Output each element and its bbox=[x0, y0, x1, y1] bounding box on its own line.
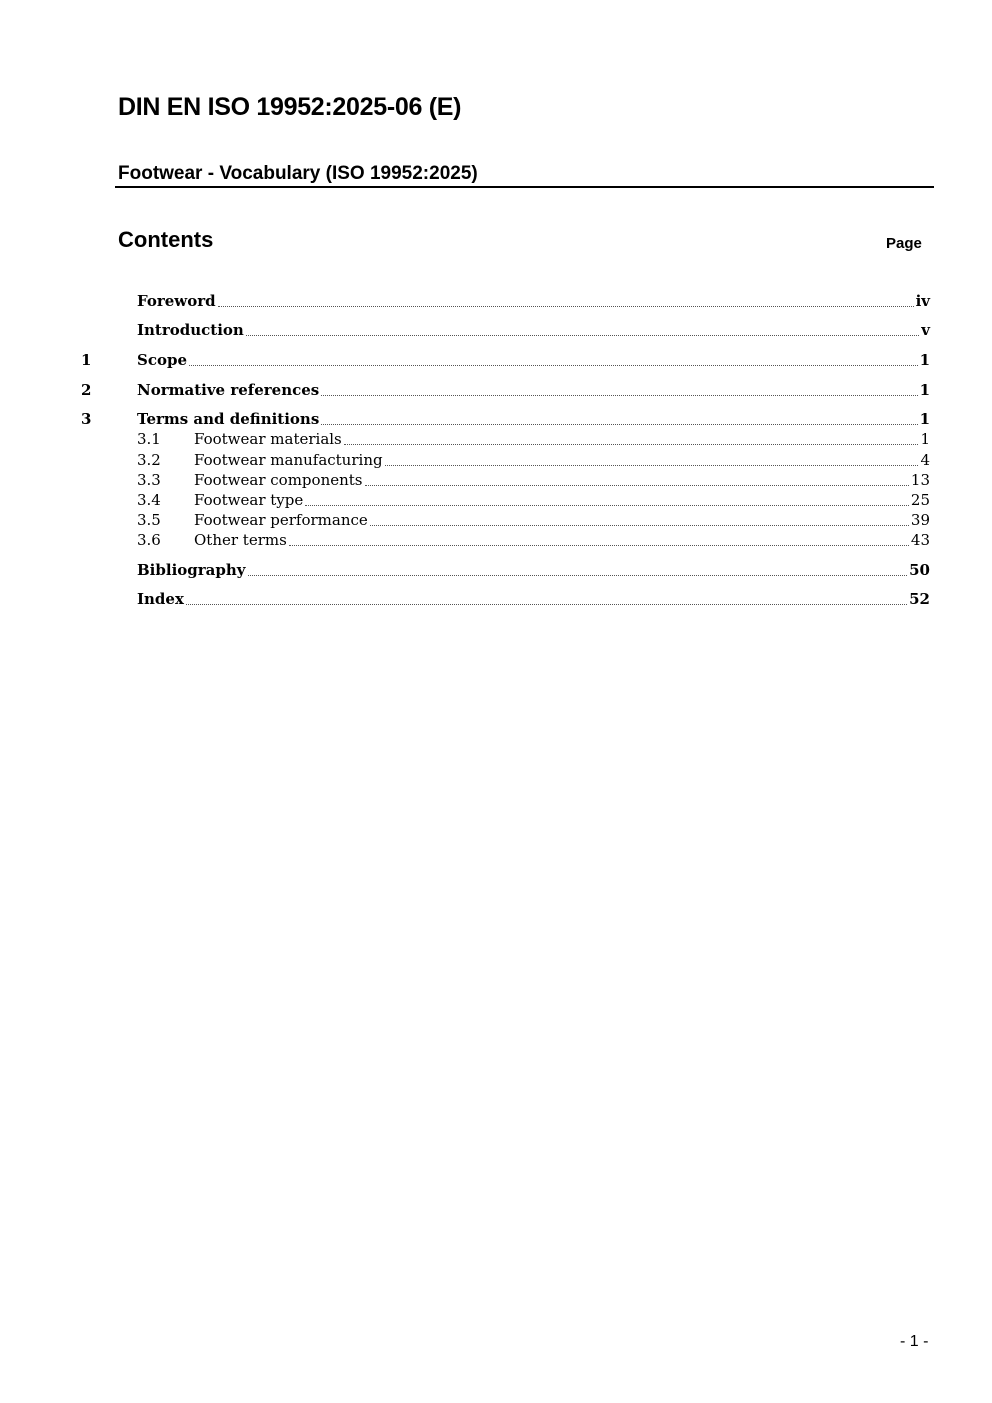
dot-leader bbox=[365, 484, 909, 486]
dot-leader bbox=[370, 524, 909, 526]
toc-entry-title: Index bbox=[137, 590, 184, 608]
toc-entry-page: 1 bbox=[919, 351, 930, 369]
dot-leader bbox=[218, 305, 914, 307]
dot-leader bbox=[248, 574, 908, 576]
toc-entry-other-terms[interactable] bbox=[81, 530, 930, 550]
toc-entry-number: 3.2 bbox=[137, 451, 161, 469]
toc-entry-number: 2 bbox=[81, 381, 92, 399]
toc-entry-page: 1 bbox=[920, 430, 930, 448]
toc-entry-title: Introduction bbox=[137, 321, 244, 339]
toc-entry-footwear-type[interactable] bbox=[81, 490, 930, 510]
dot-leader bbox=[186, 603, 907, 605]
toc-entry-page: 1 bbox=[919, 410, 930, 428]
toc-entry-number: 3 bbox=[81, 410, 92, 428]
toc-entry-title: Footwear manufacturing bbox=[194, 451, 383, 469]
toc-entry-index[interactable] bbox=[81, 589, 930, 609]
toc-entry-number: 3.3 bbox=[137, 471, 161, 489]
toc-entry-introduction[interactable] bbox=[81, 320, 930, 340]
subtitle-underline bbox=[115, 186, 934, 188]
toc-entry-title: Footwear type bbox=[194, 491, 304, 509]
toc-entry-title: Terms and definitions bbox=[137, 410, 320, 428]
dot-leader bbox=[385, 464, 919, 466]
toc-entry-page: 43 bbox=[910, 531, 930, 549]
toc-entry-page: iv bbox=[915, 292, 930, 310]
toc-entry-footwear-performance[interactable] bbox=[81, 510, 930, 530]
toc-entry-foreword[interactable] bbox=[81, 291, 930, 311]
toc-entry-title: Scope bbox=[137, 351, 188, 369]
toc-entry-page: 4 bbox=[920, 451, 930, 469]
toc-entry-scope[interactable] bbox=[81, 350, 930, 370]
toc-entry-title: Normative references bbox=[137, 381, 320, 399]
toc-entry-title: Other terms bbox=[194, 531, 287, 549]
dot-leader bbox=[321, 423, 917, 425]
dot-leader bbox=[189, 364, 918, 366]
toc-entry-terms-and-definitions[interactable] bbox=[81, 409, 930, 429]
toc-entry-footwear-manufacturing[interactable] bbox=[81, 450, 930, 470]
toc-entry-title: Foreword bbox=[137, 292, 216, 310]
toc-entry-normative-references[interactable] bbox=[81, 380, 930, 400]
dot-leader bbox=[289, 544, 909, 546]
dot-leader bbox=[321, 394, 917, 396]
toc-entry-page: 50 bbox=[909, 561, 930, 579]
toc-entry-page: v bbox=[921, 321, 930, 339]
toc-entry-title: Footwear performance bbox=[194, 511, 368, 529]
toc-entry-number: 3.1 bbox=[137, 430, 161, 448]
toc-entry-page: 25 bbox=[910, 491, 930, 509]
toc-entry-number: 3.4 bbox=[137, 491, 161, 509]
toc-entry-footwear-components[interactable] bbox=[81, 470, 930, 490]
dot-leader bbox=[344, 443, 919, 445]
toc-entry-bibliography[interactable] bbox=[81, 560, 930, 580]
toc-entry-number: 3.6 bbox=[137, 531, 161, 549]
toc-entry-page: 13 bbox=[910, 471, 930, 489]
toc-entry-title: Footwear materials bbox=[194, 430, 342, 448]
contents-heading: Contents bbox=[118, 227, 214, 252]
toc-entry-footwear-materials[interactable] bbox=[81, 429, 930, 449]
toc-entry-title: Footwear components bbox=[194, 471, 363, 489]
toc-entry-number: 3.5 bbox=[137, 511, 161, 529]
page-column-heading: Page bbox=[886, 235, 922, 252]
toc-entry-page: 52 bbox=[909, 590, 930, 608]
document-title: DIN EN ISO 19952:2025-06 (E) bbox=[118, 93, 462, 121]
page-number: - 1 - bbox=[900, 1333, 929, 1350]
toc-entry-title: Bibliography bbox=[137, 561, 246, 579]
dot-leader bbox=[246, 334, 919, 336]
dot-leader bbox=[305, 504, 909, 506]
document-subtitle: Footwear - Vocabulary (ISO 19952:2025) bbox=[118, 163, 478, 184]
toc-entry-page: 39 bbox=[910, 511, 930, 529]
toc-entry-page: 1 bbox=[919, 381, 930, 399]
toc-entry-number: 1 bbox=[81, 351, 92, 369]
